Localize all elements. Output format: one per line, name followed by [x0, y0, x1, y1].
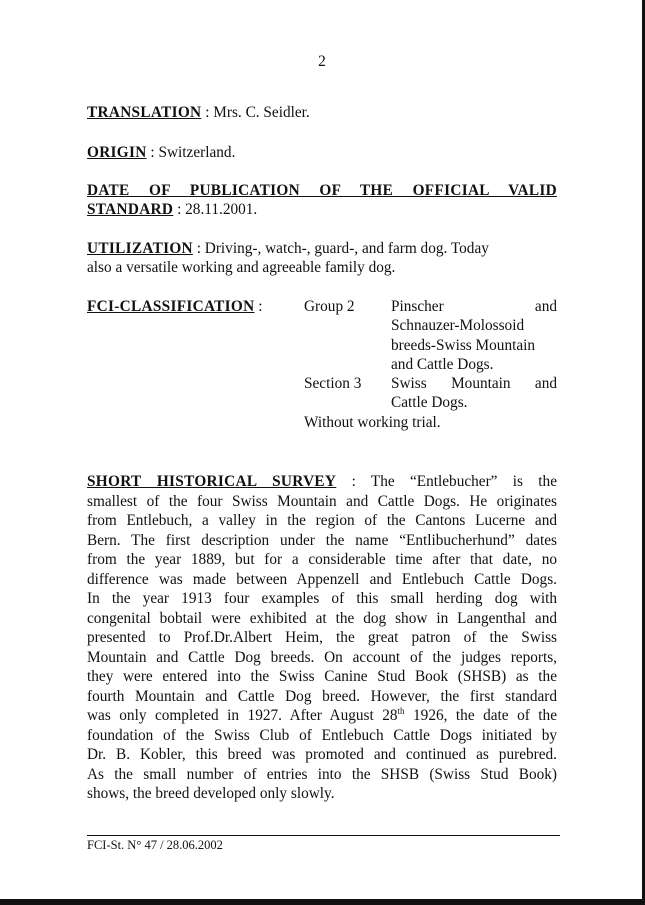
page-edge-bottom [0, 899, 645, 905]
section-label: Section 3 [304, 375, 362, 392]
history-line: Mountain and Cattle Dog breeds. On account of the judges reports, [87, 648, 557, 666]
history-line: As the small number of entries into the SHSB (Swiss Stud Book) [87, 765, 557, 783]
origin-value: : Switzerland. [146, 144, 236, 161]
classification-heading: FCI-CLASSIFICATION [87, 298, 255, 315]
history-line: In the year 1913 four examples of this small herding dog with [87, 590, 557, 607]
section-line-2: Cattle Dogs. [391, 394, 468, 412]
publication-heading-line1: DATE OF PUBLICATION OF THE OFFICIAL VALID [87, 182, 557, 199]
history-line: congenital bobtail were exhibited at the dog show in Langenthal and [87, 609, 557, 627]
history-line: fourth Mountain and Cattle Dog breed. However, the first standard [87, 687, 557, 705]
translation-section [87, 103, 557, 122]
group-label: Group 2 [304, 298, 355, 315]
history-section [87, 472, 557, 804]
section-value [391, 374, 557, 413]
history-line: smallest of the four Swiss Mountain and Cattle Dogs. He originates [87, 492, 557, 510]
history-aug-after: 1926, the date of the [404, 707, 557, 724]
group-value [391, 297, 557, 375]
history-line: they were entered into the Swiss Canine Stud Book (SHSB) as the [87, 668, 557, 685]
translation-value: : Mrs. C. Seidler. [201, 104, 310, 121]
classification-label [87, 297, 263, 316]
footer-reference: FCI-St. N° 47 / 28.06.2002 [87, 838, 223, 852]
history-line-august [87, 706, 557, 726]
history-line: Dr. B. Kobler, this breed was promoted and continued as purebred. [87, 746, 557, 763]
utilization-section [87, 239, 557, 278]
history-line: difference was made between Appenzell and Entlebuch Cattle Dogs. [87, 570, 557, 588]
history-line: Bern. The first description under the name “Entlibucherhund” dates [87, 531, 557, 549]
origin-section [87, 143, 557, 162]
history-heading: SHORT HISTORICAL SURVEY [87, 473, 337, 490]
page-number: 2 [318, 53, 326, 70]
utilization-heading: UTILIZATION [87, 240, 193, 257]
group-line-1: Pinscher and [391, 298, 557, 315]
history-aug-sup: th [397, 705, 405, 716]
history-last-line: shows, the breed developed only slowly. [87, 785, 335, 802]
translation-heading: TRANSLATION [87, 104, 202, 121]
classification-sep: : [254, 298, 263, 315]
group-line-2: Schnauzer-Molossoid [391, 317, 525, 335]
section-line-1: Swiss Mountain and [391, 375, 557, 392]
utilization-line2: also a versatile working and agreeable family dog. [87, 259, 396, 277]
publication-section [87, 181, 557, 220]
working-trial: Without working trial. [304, 414, 441, 431]
history-aug-before: was only completed in 1927. After August 28 [87, 707, 398, 724]
history-line: foundation of the Swiss Club of Entlebuch Cattle Dogs initiated by [87, 726, 557, 744]
history-line-1: : The “Entlebucher” is the [336, 473, 557, 490]
footer-rule [87, 835, 560, 836]
history-line: from the year 1889, but for a considerable time after that date, no [87, 551, 557, 568]
publication-value: : 28.11.2001. [173, 201, 258, 219]
history-line: from Entlebuch, a valley in the region of the Cantons Lucerne and [87, 512, 557, 529]
history-line: presented to Prof.Dr.Albert Heim, the great patron of the Swiss [87, 629, 557, 646]
group-line-4: and Cattle Dogs. [391, 356, 494, 374]
group-line-3: breeds-Swiss Mountain [391, 336, 536, 354]
origin-heading: ORIGIN [87, 144, 147, 161]
publication-heading-line2: STANDARD [87, 201, 174, 219]
utilization-line1: : Driving-, watch-, guard-, and farm dog. Today [192, 240, 489, 257]
